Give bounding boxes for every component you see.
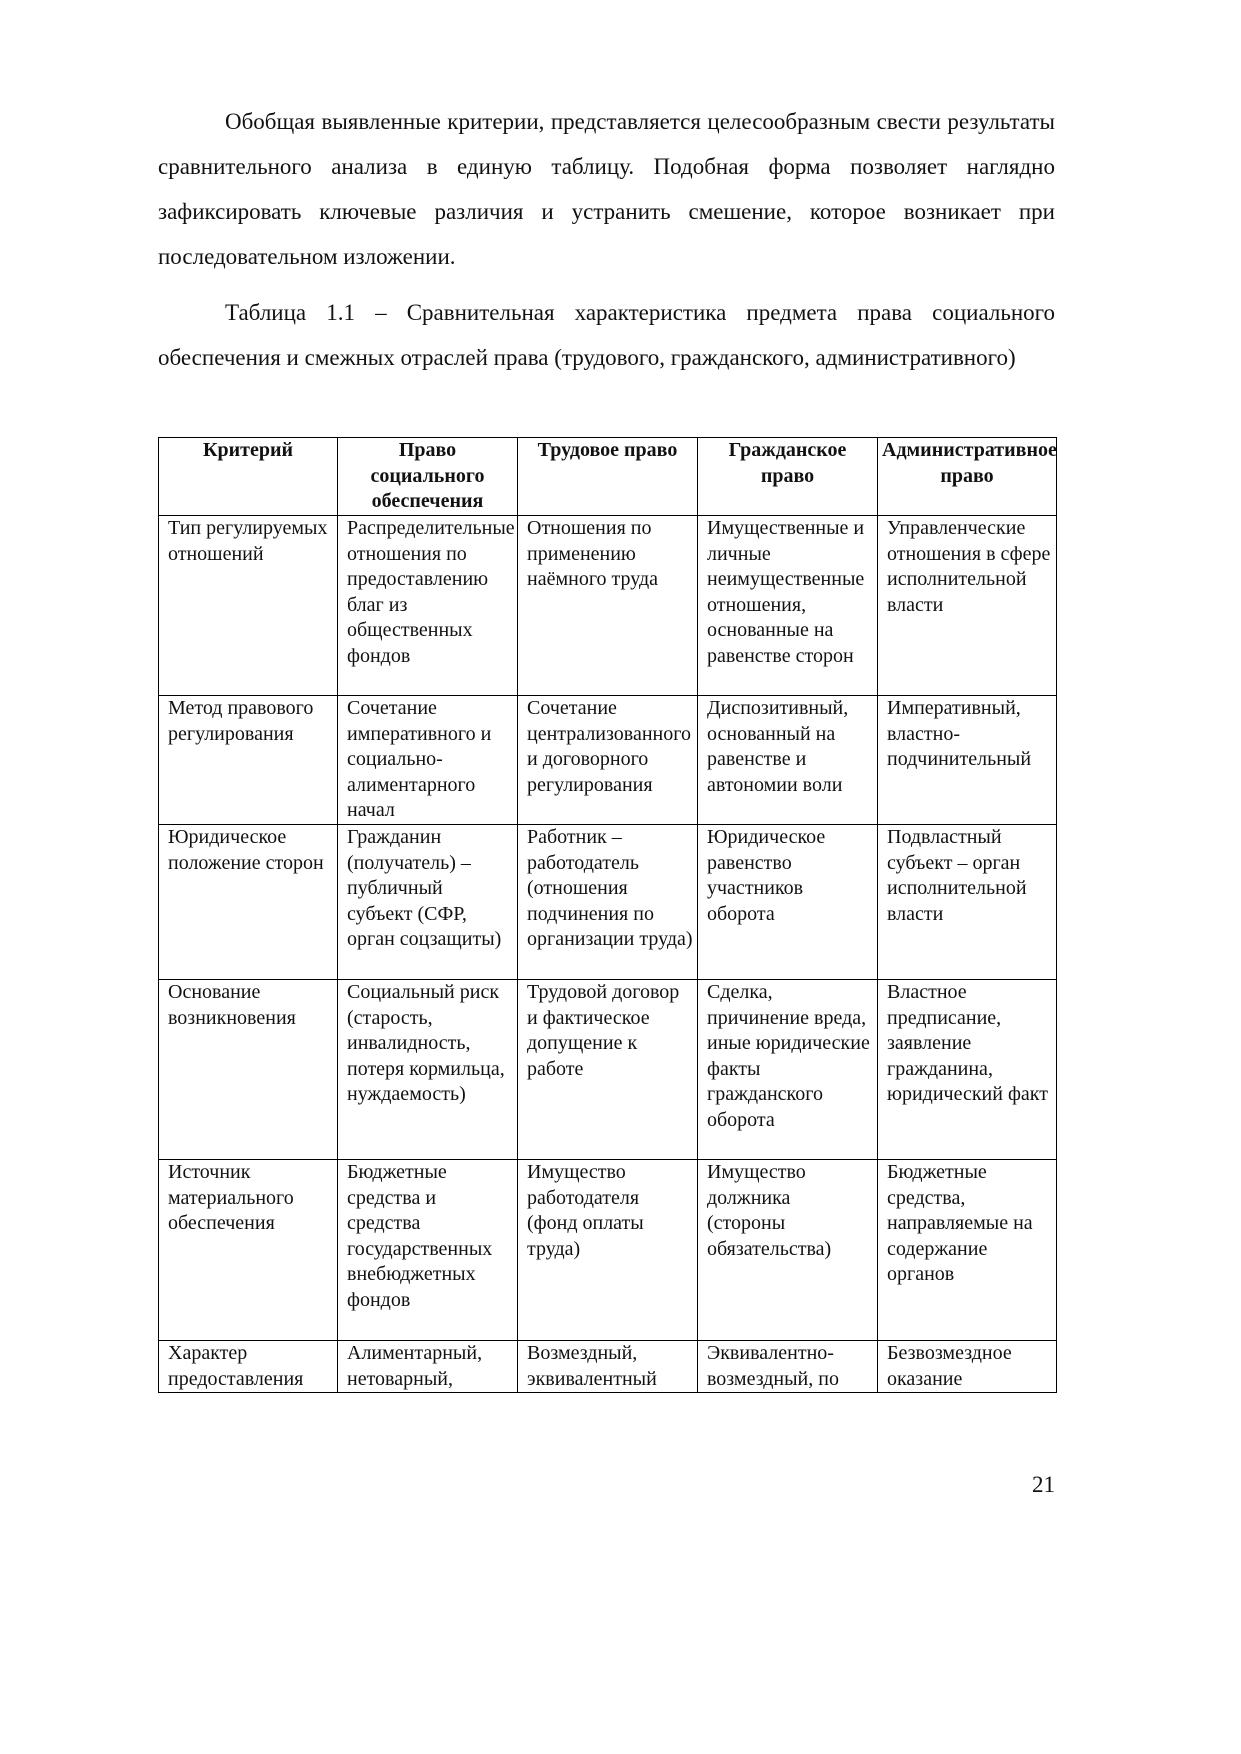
table-cell: Распределительные отношения по предоставлению благ из общественных фондов [338, 516, 518, 696]
table-row [159, 1341, 1057, 1393]
table-header-row [159, 438, 1057, 516]
table-cell: Диспозитивный, основанный на равенстве и автономии воли [698, 696, 878, 825]
table-cell: Бюджетные средства и средства государственных внебюджетных фондов [338, 1160, 518, 1341]
table-row [159, 516, 1057, 696]
table-cell: Сочетание императивного и социально-алиментарного начал [338, 696, 518, 825]
table-cell: Сделка, причинение вреда, иные юридические факты гражданского оборота [698, 980, 878, 1160]
table-row [159, 825, 1057, 980]
table-cell: Имущество работодателя (фонд оплаты труда) [518, 1160, 698, 1341]
table-row [159, 696, 1057, 825]
header-administrative-law: Административное право [878, 438, 1057, 516]
table-caption: Таблица 1.1 – Сравнительная характеристика предмета права социального обеспечения и смежных отраслей права (трудового, гражданского, административного) [158, 300, 1055, 370]
table-cell: Императивный, властно-подчинительный [878, 696, 1057, 825]
table-cell: Управленческие отношения в сфере исполнительной власти [878, 516, 1057, 696]
header-labour-law: Трудовое право [518, 438, 698, 516]
table-cell: Гражданин (получатель) – публичный субъект (СФР, орган соцзащиты) [338, 825, 518, 980]
table-row [159, 980, 1057, 1160]
header-social-security-law: Право социального обеспечения [338, 438, 518, 516]
table-cell: Сочетание централизованного и договорного регулирования [518, 696, 698, 825]
table-row [159, 1160, 1057, 1341]
table-cell: Социальный риск (старость, инвалидность, потеря кормильца, нуждаемость) [338, 980, 518, 1160]
table-cell: Безвозмездное оказание [878, 1341, 1057, 1393]
table-cell: Подвластный субъект – орган исполнительной власти [878, 825, 1057, 980]
comparison-table [158, 437, 1057, 1393]
table-cell: Юридическое равенство участников оборота [698, 825, 878, 980]
table-cell: Работник – работодатель (отношения подчинения по организации труда) [518, 825, 698, 980]
table-cell: Основание возникновения [159, 980, 338, 1160]
table-cell: Юридическое положение сторон [159, 825, 338, 980]
table-cell: Имущество должника (стороны обязательства) [698, 1160, 878, 1341]
table-cell: Алиментарный, нетоварный, [338, 1341, 518, 1393]
table-cell: Характер предоставления [159, 1341, 338, 1393]
table-cell: Трудовой договор и фактическое допущение к работе [518, 980, 698, 1160]
table-cell: Эквивалентно-возмездный, по [698, 1341, 878, 1393]
table-cell: Возмездный, эквивалентный [518, 1341, 698, 1393]
table-cell: Метод правового регулирования [159, 696, 338, 825]
intro-paragraph: Обобщая выявленные критерии, представляется целесообразным свести результаты сравнительного анализа в единую таблицу. Подобная форма позволяет наглядно зафиксировать ключевые различия и устранить смешение, которое возникает при последовательном изложении. [158, 109, 1055, 269]
table-cell: Отношения по применению наёмного труда [518, 516, 698, 696]
table-cell: Имущественные и личные неимущественные отношения, основанные на равенстве сторон [698, 516, 878, 696]
table-cell: Источник материального обеспечения [159, 1160, 338, 1341]
table-cell: Бюджетные средства, направляемые на содержание органов [878, 1160, 1057, 1341]
table-cell: Властное предписание, заявление гражданина, юридический факт [878, 980, 1057, 1160]
header-criterion: Критерий [159, 438, 338, 516]
header-civil-law: Гражданское право [698, 438, 878, 516]
table-cell: Тип регулируемых отношений [159, 516, 338, 696]
page-number: 21 [1032, 1472, 1055, 1497]
